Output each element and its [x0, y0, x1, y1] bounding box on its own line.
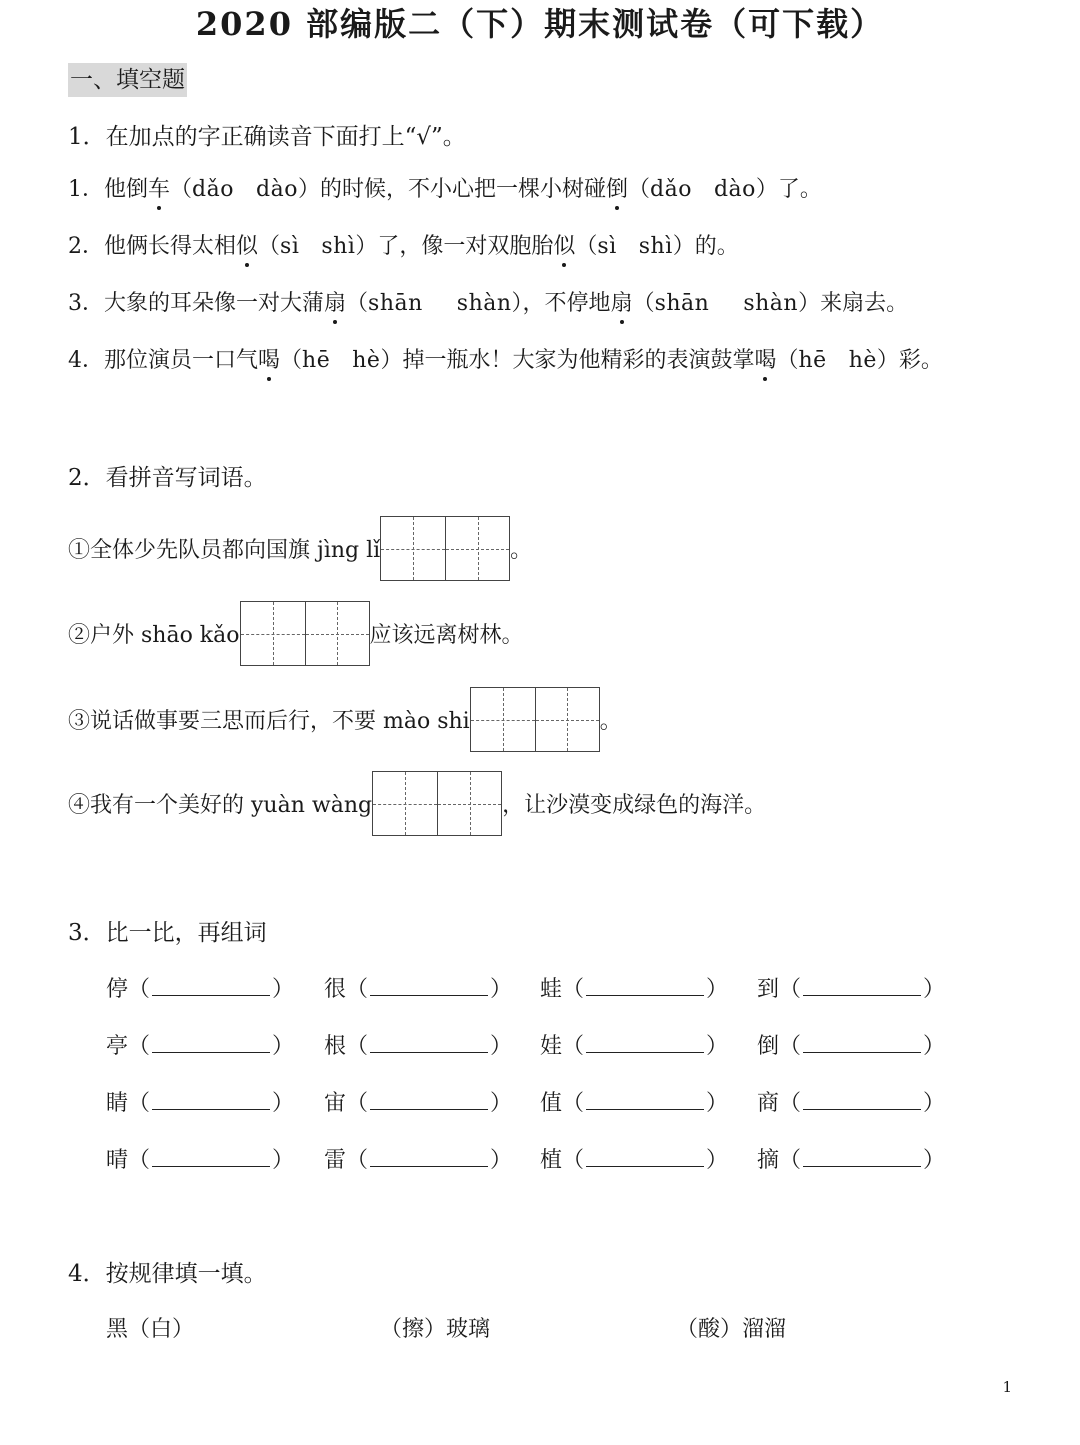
answer-blank[interactable] [370, 1034, 488, 1053]
paren-open: （ [779, 1034, 802, 1059]
paren-open: （ [779, 977, 802, 1002]
line-number: 1． [68, 177, 104, 202]
writing-box[interactable] [380, 516, 510, 581]
line-number: 4． [68, 348, 104, 373]
pinyin-option[interactable]: shì [638, 234, 673, 259]
paren-close: ） [272, 1091, 295, 1116]
char: 亭 [106, 1034, 129, 1059]
q4-title: 4．按规律填一填。 [68, 1261, 267, 1287]
answer-blank[interactable] [803, 977, 921, 996]
char: 商 [757, 1091, 780, 1116]
q2-title: 2．看拼音写词语。 [68, 465, 267, 491]
writing-cell[interactable] [437, 772, 501, 835]
char: 倒 [757, 1034, 780, 1059]
paren-close: ） [490, 977, 513, 1002]
answer-blank[interactable] [586, 1148, 704, 1167]
pinyin-option[interactable]: dào [256, 177, 298, 202]
paren-close: ） [923, 1034, 946, 1059]
q1-line-3 [68, 287, 908, 321]
q1-line-4 [68, 344, 943, 378]
answer-blank[interactable] [152, 1148, 270, 1167]
dotted-char: 喝 [258, 344, 280, 378]
paren-close: ） [923, 1091, 946, 1116]
answer-blank[interactable] [803, 1034, 921, 1053]
char: 宙 [324, 1091, 347, 1116]
paren-close: ） [490, 1034, 513, 1059]
answer-blank[interactable] [152, 1091, 270, 1110]
pinyin-option[interactable]: hè [848, 348, 877, 373]
compare-item [324, 1087, 512, 1121]
compare-item [106, 973, 294, 1007]
paren-close: ） [490, 1148, 513, 1173]
pinyin-option[interactable]: dǎo [650, 177, 692, 202]
paren-open: （ [128, 1091, 151, 1116]
answer-blank[interactable] [152, 977, 270, 996]
paren-open: （ [562, 1091, 585, 1116]
paren-close: ） [923, 1148, 946, 1173]
q2-prompt: ③说话做事要三思而后行，不要 mào shi [68, 709, 470, 734]
paren-open: （ [128, 1034, 151, 1059]
compare-item [540, 1030, 728, 1064]
text: ）的时候，不小心把一棵小树碰 [297, 177, 606, 202]
compare-item [324, 973, 512, 1007]
writing-box[interactable] [372, 771, 502, 836]
char: 很 [324, 977, 347, 1002]
paren: （ [632, 291, 655, 316]
writing-cell[interactable] [305, 602, 369, 665]
compare-item [106, 1030, 294, 1064]
paren-open: （ [562, 1034, 585, 1059]
char: 娃 [540, 1034, 563, 1059]
pinyin-option[interactable]: sì [280, 234, 300, 259]
q2-suffix: ，让沙漠变成绿色的海洋。 [502, 793, 767, 818]
char: 到 [757, 977, 780, 1002]
paren: （ [627, 177, 650, 202]
paren: （ [776, 348, 799, 373]
q4-item-3: （酸）溜溜 [676, 1317, 787, 1342]
paren-open: （ [562, 1148, 585, 1173]
q1-line-1 [68, 173, 822, 207]
text: 那位演员一口气 [104, 348, 259, 373]
char: 值 [540, 1091, 563, 1116]
char: 植 [540, 1148, 563, 1173]
compare-item [757, 1144, 945, 1178]
pinyin-option[interactable]: hē [798, 348, 827, 373]
writing-box[interactable] [240, 601, 370, 666]
answer-blank[interactable] [803, 1091, 921, 1110]
pinyin-option[interactable]: shàn [456, 291, 512, 316]
paren-close: ） [272, 977, 295, 1002]
text: ），不停地 [511, 291, 611, 316]
char: 根 [324, 1034, 347, 1059]
dotted-char: 车 [148, 173, 170, 207]
pinyin-option[interactable]: shān [654, 291, 710, 316]
paren-open: （ [128, 1148, 151, 1173]
compare-item [757, 973, 945, 1007]
dotted-char: 似 [236, 230, 258, 264]
text: 他倒 [104, 177, 149, 202]
dotted-char: 扇 [611, 287, 633, 321]
q2-prompt: ①全体少先队员都向国旗 jìng lǐ [68, 538, 381, 563]
paren-close: ） [706, 977, 729, 1002]
section-heading-fill-blank: 一、填空题 [68, 63, 187, 97]
paren-open: （ [562, 977, 585, 1002]
q1-line-2 [68, 230, 739, 264]
compare-item [757, 1087, 945, 1121]
writing-cell[interactable] [535, 688, 599, 751]
answer-blank[interactable] [370, 1148, 488, 1167]
pinyin-option[interactable]: dǎo [192, 177, 234, 202]
q2-suffix: 。 [599, 709, 622, 734]
answer-blank[interactable] [370, 1091, 488, 1110]
line-number: 2． [68, 234, 104, 259]
writing-cell[interactable] [373, 772, 437, 835]
pinyin-option[interactable]: shān [368, 291, 423, 316]
compare-item [540, 973, 728, 1007]
dotted-char: 喝 [754, 344, 776, 378]
writing-cell[interactable] [241, 602, 305, 665]
answer-blank[interactable] [370, 977, 488, 996]
dotted-char: 似 [553, 230, 575, 264]
q2-suffix: 。 [510, 538, 533, 563]
compare-item [540, 1144, 728, 1178]
text: ）了。 [755, 177, 822, 202]
paren-close: ） [272, 1034, 295, 1059]
writing-cell[interactable] [381, 517, 445, 580]
char: 睛 [106, 1091, 129, 1116]
writing-cell[interactable] [471, 688, 535, 751]
pinyin-option[interactable]: sì [597, 234, 617, 259]
paren-close: ） [706, 1034, 729, 1059]
text: 大象的耳朵像一对大蒲 [104, 291, 325, 316]
q2-prompt: ④我有一个美好的 yuàn wàng [68, 793, 373, 818]
pinyin-option[interactable]: shàn [743, 291, 799, 316]
compare-item [757, 1030, 945, 1064]
q4-item-1: 黑（白） [106, 1317, 195, 1342]
text: ）来扇去。 [798, 291, 909, 316]
compare-item [324, 1030, 512, 1064]
paren-open: （ [346, 1034, 369, 1059]
paren-close: ） [923, 977, 946, 1002]
paren-close: ） [706, 1148, 729, 1173]
paren-close: ） [706, 1091, 729, 1116]
q2-suffix: 应该远离树林。 [369, 623, 524, 648]
writing-cell[interactable] [445, 517, 509, 580]
paren: （ [346, 291, 369, 316]
text: 他俩长得太相 [104, 234, 237, 259]
text: ）彩。 [876, 348, 943, 373]
paren: （ [258, 234, 281, 259]
pinyin-option[interactable]: dào [713, 177, 756, 202]
paren-close: ） [272, 1148, 295, 1173]
paren-open: （ [779, 1091, 802, 1116]
q2-prompt: ②户外 shāo kǎo [68, 623, 240, 648]
compare-item [540, 1087, 728, 1121]
text: ）的。 [672, 234, 739, 259]
paren-open: （ [128, 977, 151, 1002]
char: 停 [106, 977, 129, 1002]
text: ）了，像一对双胞胎 [355, 234, 554, 259]
compare-item [324, 1144, 512, 1178]
paren-close: ） [490, 1091, 513, 1116]
compare-item [106, 1144, 294, 1178]
paren: （ [280, 348, 303, 373]
paren: （ [575, 234, 598, 259]
q1-title: 1．在加点的字正确读音下面打上“√”。 [68, 124, 466, 150]
answer-blank[interactable] [586, 977, 704, 996]
q2-item-2 [68, 601, 524, 666]
q4-item-2: （擦）玻璃 [380, 1317, 491, 1342]
pinyin-option[interactable]: shì [321, 234, 356, 259]
text: ）掉一瓶水！大家为他精彩的表演鼓掌 [380, 348, 755, 373]
pinyin-option[interactable]: hè [352, 348, 381, 373]
q3-title: 3．比一比，再组词 [68, 920, 267, 946]
q2-item-3 [68, 687, 622, 752]
answer-blank[interactable] [152, 1034, 270, 1053]
answer-blank[interactable] [586, 1091, 704, 1110]
answer-blank[interactable] [803, 1148, 921, 1167]
paren-open: （ [346, 1148, 369, 1173]
compare-item [106, 1087, 294, 1121]
exam-title: 2020 部编版二（下）期末测试卷（可下载） [195, 5, 885, 43]
dotted-char: 扇 [324, 287, 346, 321]
q2-item-4 [68, 771, 766, 836]
pinyin-option[interactable]: hē [302, 348, 331, 373]
dotted-char: 倒 [606, 173, 628, 207]
line-number: 3． [68, 291, 104, 316]
paren: （ [170, 177, 193, 202]
char: 摘 [757, 1148, 780, 1173]
answer-blank[interactable] [586, 1034, 704, 1053]
writing-box[interactable] [470, 687, 600, 752]
paren-open: （ [779, 1148, 802, 1173]
char: 晴 [106, 1148, 129, 1173]
paren-open: （ [346, 1091, 369, 1116]
char: 蛙 [540, 977, 563, 1002]
paren-open: （ [346, 977, 369, 1002]
char: 雷 [324, 1148, 347, 1173]
q2-item-1 [68, 516, 532, 581]
page-number: 1 [1002, 1378, 1012, 1396]
